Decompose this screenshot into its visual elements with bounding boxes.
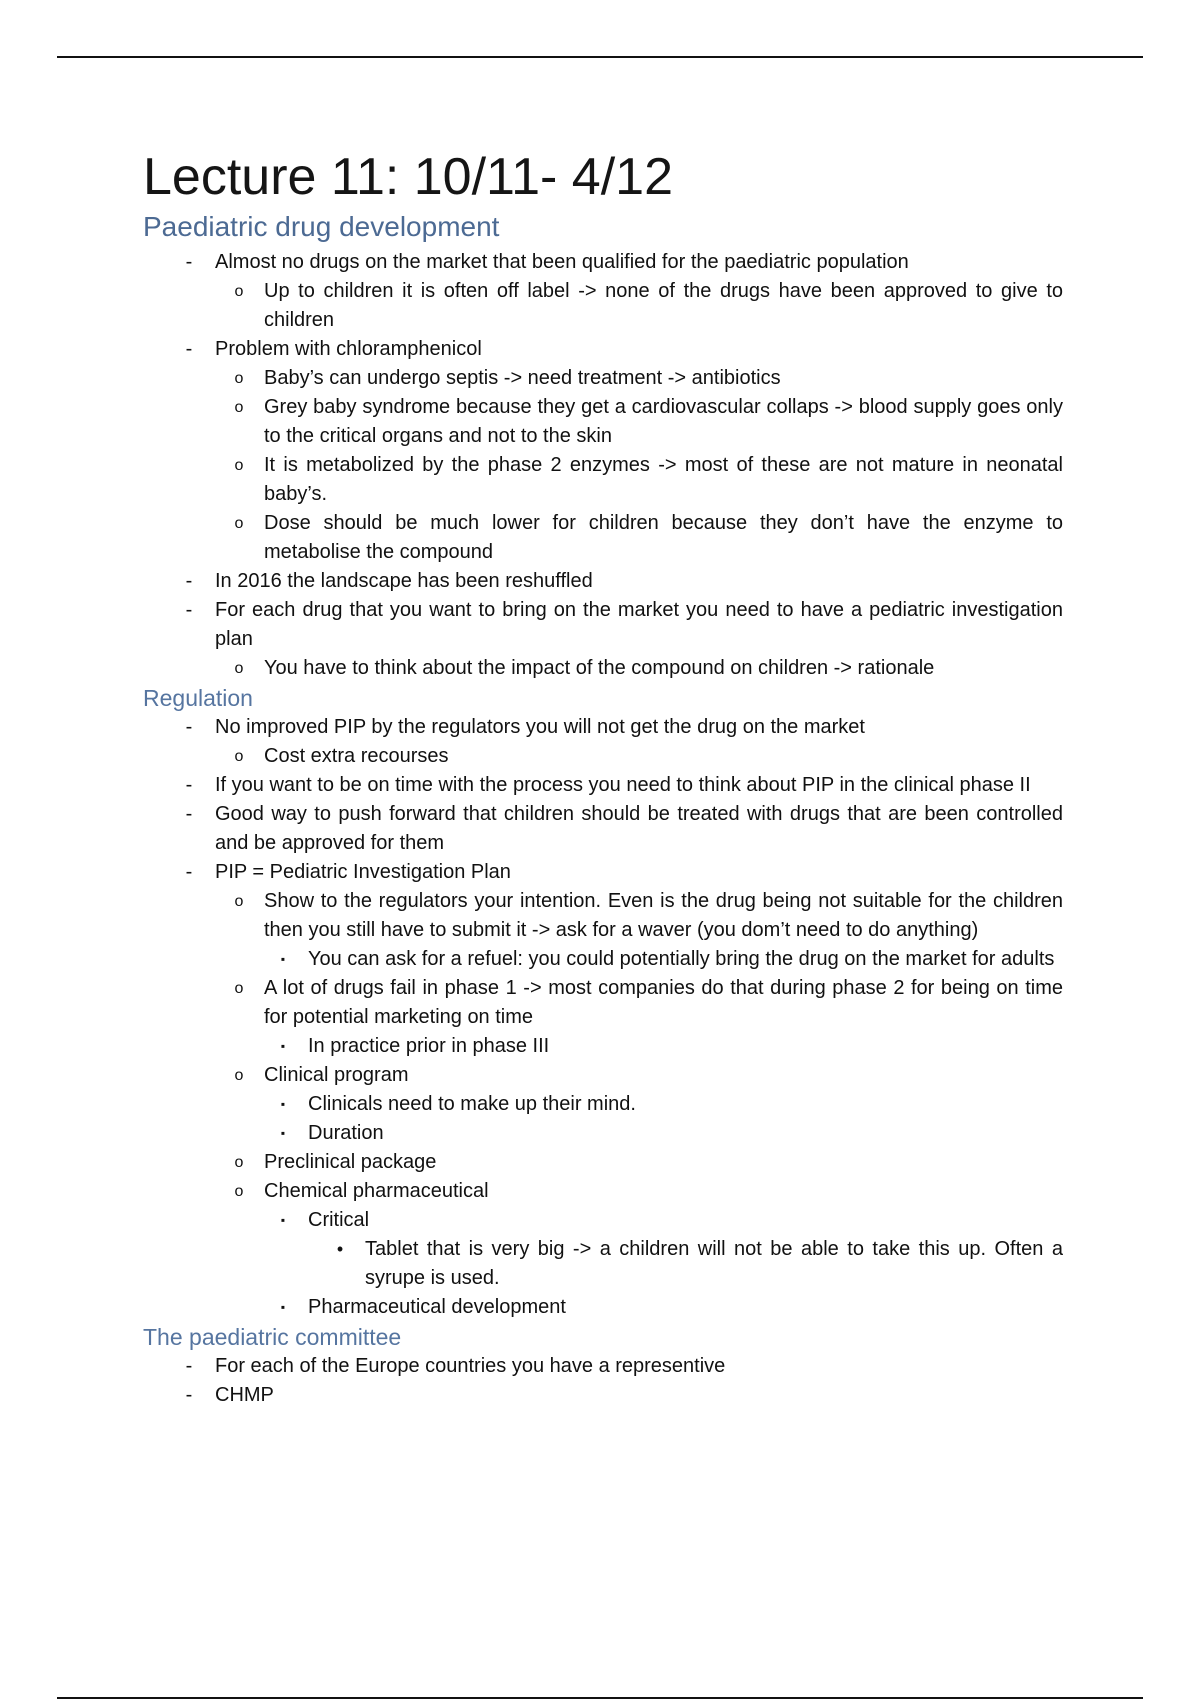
circle-bullet-icon: o [234,1154,244,1171]
list-item-level-2 [143,887,1063,945]
committee-bullet-list [143,1352,1063,1410]
circle-bullet-icon: o [234,1183,244,1200]
list-item-text: Critical [308,1209,370,1231]
list-item-level-2 [143,742,1063,771]
list-item-text: Show to the regulators your intention. Even is the drug being not suitable for the children then you still have to submit it -> ask for a waver (you dom’t need to do anything) [264,890,1063,941]
list-item-level-2 [143,974,1063,1032]
list-item-level-3 [143,1090,1063,1119]
committee-heading: The paediatric committee [143,1324,402,1350]
list-item-text: Chemical pharmaceutical [264,1180,489,1202]
circle-bullet-icon: o [234,457,244,474]
dash-bullet: - [185,570,193,592]
square-bullet-icon: ▪ [280,1213,286,1227]
list-item-text: No improved PIP by the regulators you will not get the drug on the market [215,716,865,738]
square-bullet-icon: ▪ [280,1126,286,1140]
footer-rule [57,1697,1143,1699]
dash-bullet: - [185,774,193,796]
list-item-text: Tablet that is very big -> a children will not be able to take this up. Often a syrupe is used. [365,1238,1063,1289]
list-item-level-4 [143,1235,1063,1293]
list-item-level-1 [143,248,1063,277]
dot-bullet-icon: • [336,1239,344,1259]
regulation-bullet-list [143,713,1063,1322]
list-item-level-2 [143,277,1063,335]
list-item-text: Duration [308,1122,384,1144]
list-item-text: Problem with chloramphenicol [215,338,482,360]
list-item-level-2 [143,364,1063,393]
list-item-level-3 [143,1206,1063,1235]
list-item-text: A lot of drugs fail in phase 1 -> most companies do that during phase 2 for being on time for potential marketing on time [264,977,1063,1028]
intro-bullet-list [143,248,1063,683]
list-item-level-2 [143,451,1063,509]
dash-bullet: - [185,1384,193,1406]
list-item-level-3 [143,1119,1063,1148]
list-item-level-1 [143,596,1063,654]
circle-bullet-icon: o [234,283,244,300]
list-item-level-1 [143,858,1063,887]
list-item-text: CHMP [215,1384,274,1406]
list-item-level-2 [143,393,1063,451]
list-item-level-3 [143,945,1063,974]
list-item-level-1 [143,1352,1063,1381]
list-item-text: Clinicals need to make up their mind. [308,1093,636,1115]
list-item-level-3 [143,1293,1063,1322]
square-bullet-icon: ▪ [280,1300,286,1314]
list-item-text: You can ask for a refuel: you could potentially bring the drug on the market for adults [308,948,1055,970]
circle-bullet-icon: o [234,399,244,416]
dash-bullet: - [185,861,193,883]
circle-bullet-icon: o [234,660,244,677]
list-item-text: For each drug that you want to bring on the market you need to have a pediatric investigation plan [215,599,1063,650]
list-item-text: You have to think about the impact of the compound on children -> rationale [264,657,935,679]
dash-bullet: - [185,338,193,360]
list-item-text: In practice prior in phase III [308,1035,550,1057]
list-item-level-1 [143,800,1063,858]
square-bullet-icon: ▪ [280,952,286,966]
regulation-heading: Regulation [143,685,253,711]
list-item-text: Grey baby syndrome because they get a cardiovascular collaps -> blood supply goes only to the critical organs and not to the skin [264,396,1063,447]
circle-bullet-icon: o [234,980,244,997]
list-item-text: Up to children it is often off label -> none of the drugs have been approved to give to children [264,280,1063,331]
dash-bullet: - [185,599,193,621]
list-item-text: Preclinical package [264,1151,437,1173]
list-item-level-1 [143,567,1063,596]
list-item-text: Baby’s can undergo septis -> need treatment -> antibiotics [264,367,781,389]
circle-bullet-icon: o [234,370,244,387]
document-body [143,146,1063,1410]
section-title: Paediatric drug development [143,211,500,242]
list-item-text: In 2016 the landscape has been reshuffled [215,570,593,592]
circle-bullet-icon: o [234,893,244,910]
square-bullet-icon: ▪ [280,1097,286,1111]
circle-bullet-icon: o [234,1067,244,1084]
list-item-level-2 [143,1061,1063,1090]
list-item-level-2 [143,1148,1063,1177]
list-item-text: Cost extra recourses [264,745,449,767]
list-item-text: Dose should be much lower for children because they don’t have the enzyme to metabolise the compound [264,512,1063,563]
list-item-level-2 [143,1177,1063,1206]
list-item-level-1 [143,1381,1063,1410]
dash-bullet: - [185,716,193,738]
list-item-level-2 [143,654,1063,683]
page-title: Lecture 11: 10/11- 4/12 [143,148,674,206]
header-rule [57,56,1143,58]
list-item-level-3 [143,1032,1063,1061]
list-item-text: Clinical program [264,1064,409,1086]
list-item-text: PIP = Pediatric Investigation Plan [215,861,511,883]
list-item-text: For each of the Europe countries you have a representive [215,1355,726,1377]
circle-bullet-icon: o [234,748,244,765]
list-item-text: Good way to push forward that children should be treated with drugs that are been controlled and be approved for them [215,803,1063,854]
list-item-text: Almost no drugs on the market that been qualified for the paediatric population [215,251,909,273]
dash-bullet: - [185,1355,193,1377]
square-bullet-icon: ▪ [280,1039,286,1053]
circle-bullet-icon: o [234,515,244,532]
list-item-level-2 [143,509,1063,567]
list-item-text: It is metabolized by the phase 2 enzymes -> most of these are not mature in neonatal baby’s. [264,454,1063,505]
dash-bullet: - [185,251,193,273]
dash-bullet: - [185,803,193,825]
list-item-level-1 [143,713,1063,742]
list-item-text: If you want to be on time with the process you need to think about PIP in the clinical phase II [215,774,1031,796]
list-item-text: Pharmaceutical development [308,1296,566,1318]
list-item-level-1 [143,335,1063,364]
list-item-level-1 [143,771,1063,800]
